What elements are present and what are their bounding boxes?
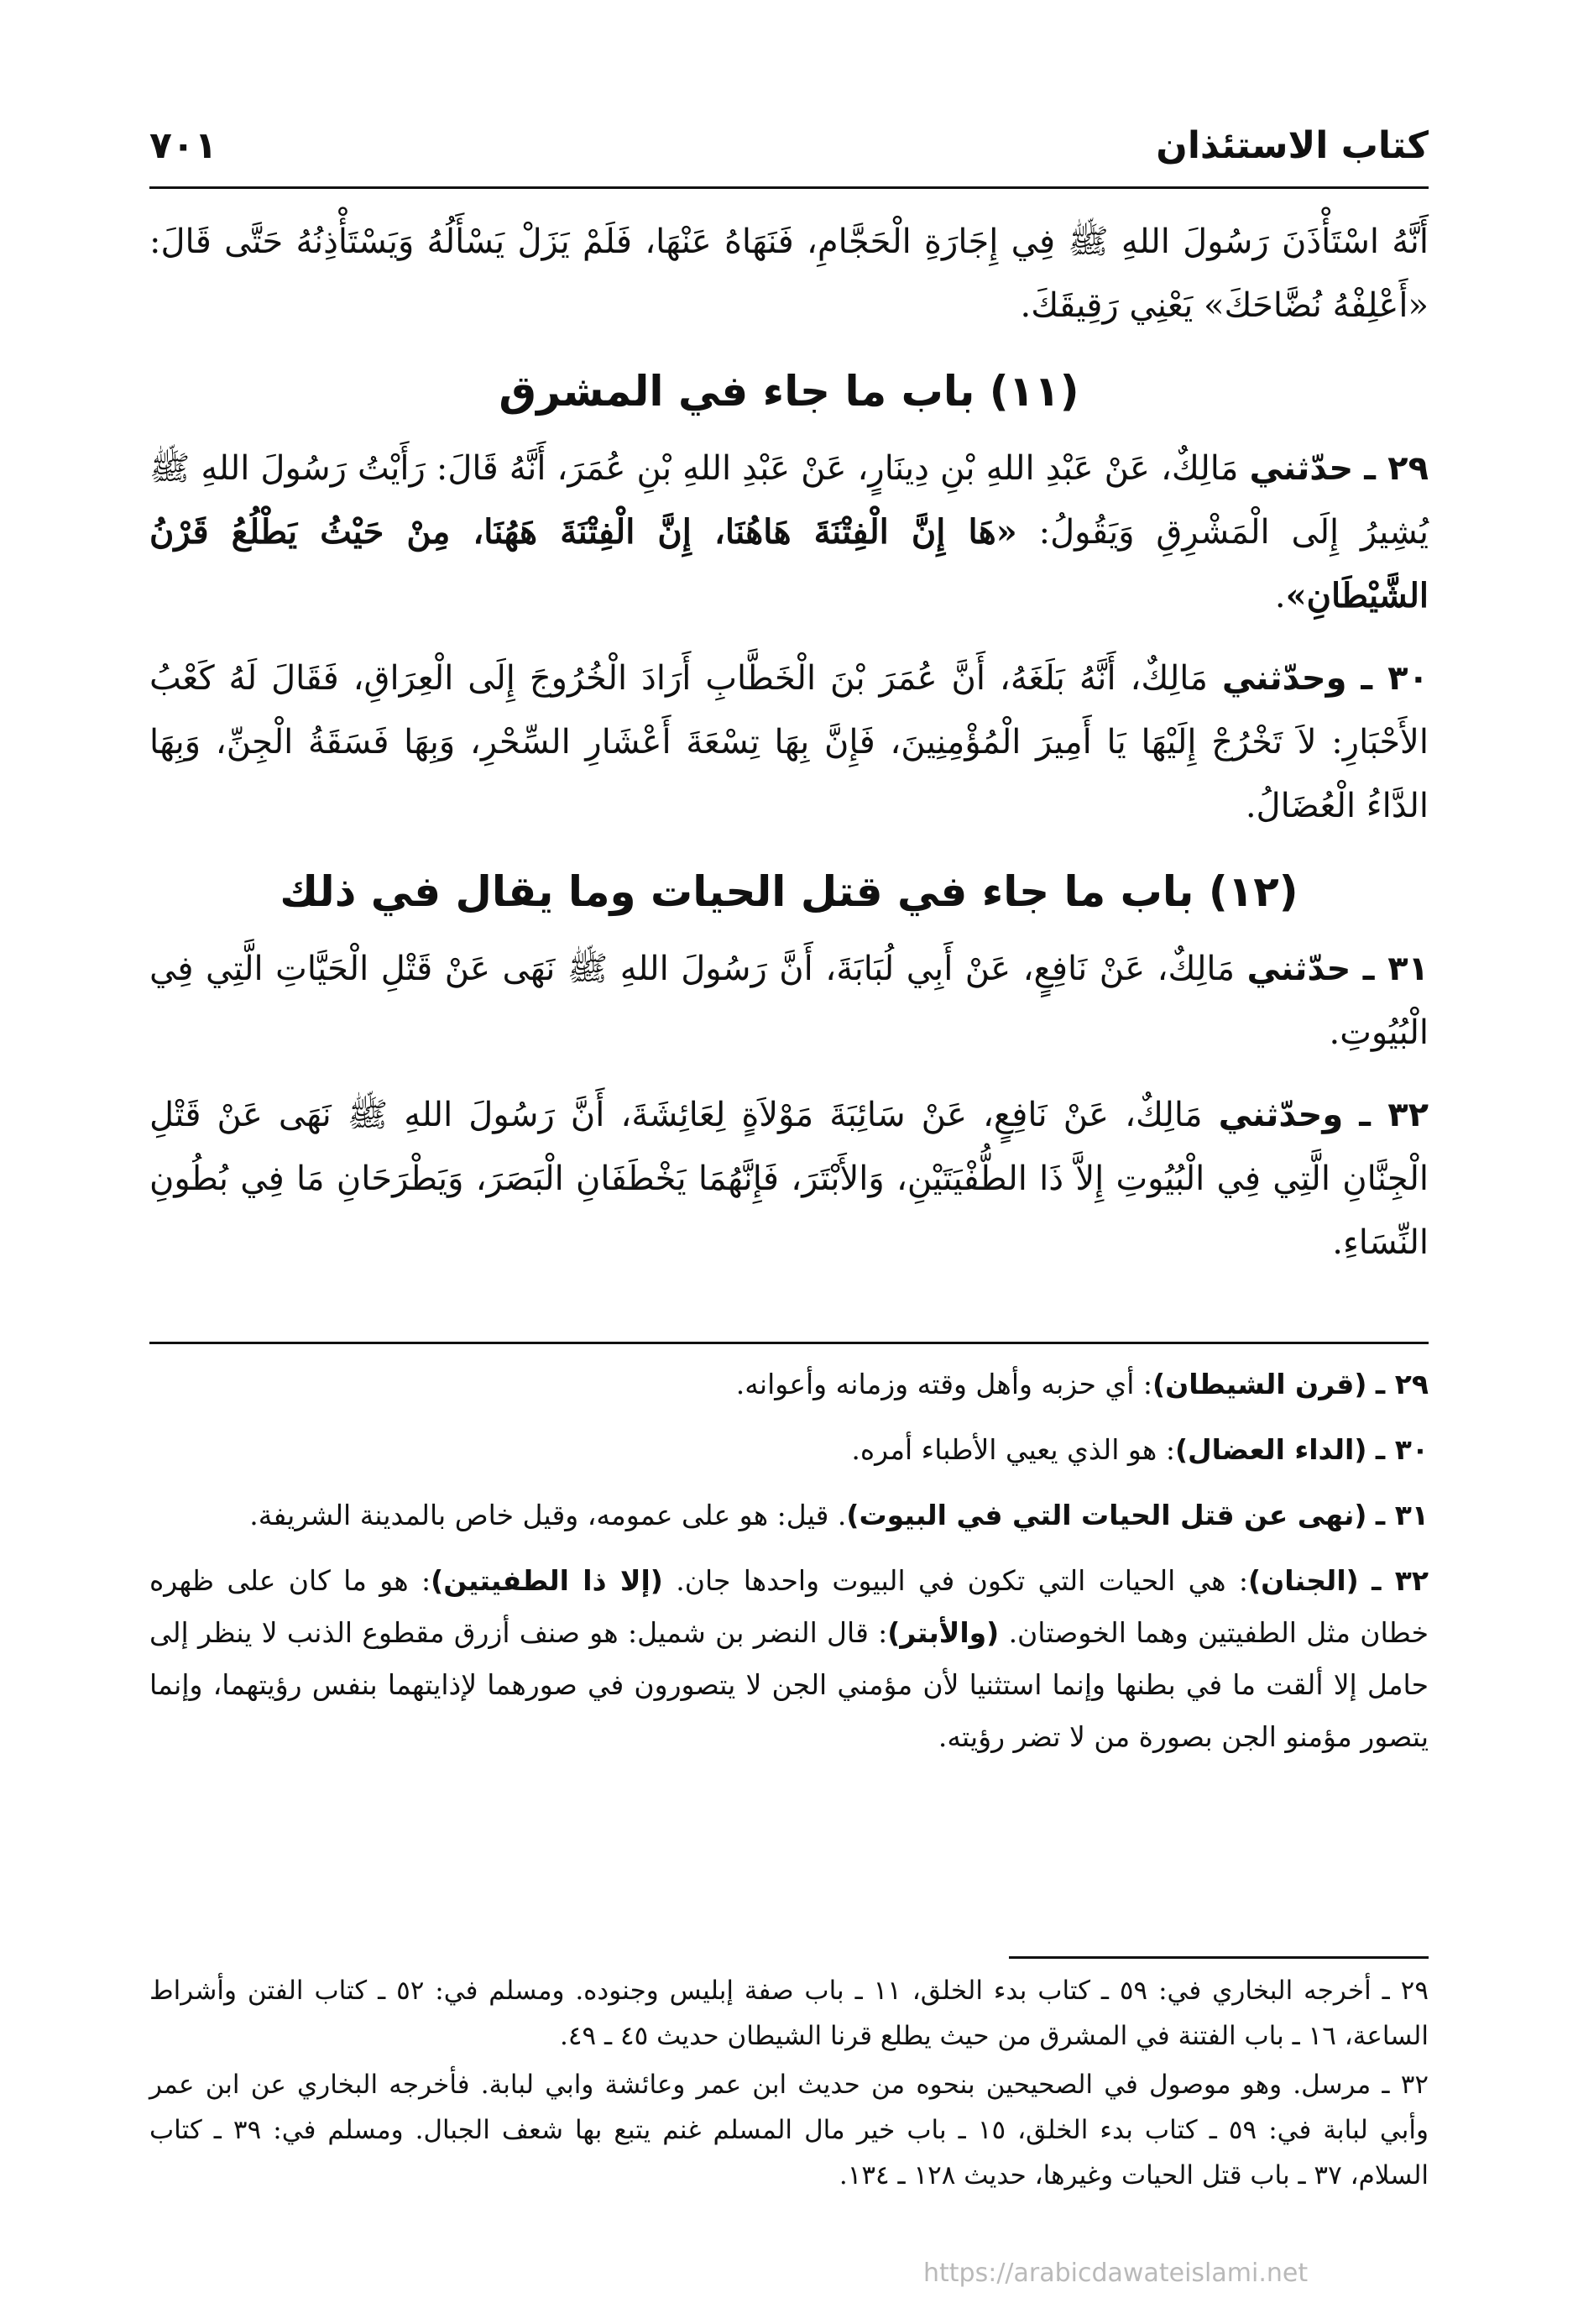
- intro-paragraph: أَنَّهُ اسْتَأْذَنَ رَسُولَ اللهِ ﷺ فِي إِجَارَةِ الْحَجَّامِ، فَنَهَاهُ عَنْهَا، فَلَمْ يَزَلْ يَسْأَلُهُ وَيَسْتَأْذِنُهُ حَتَّى قَالَ: «أَعْلِفْهُ نُضَّاحَكَ» يَعْنِي رَقِيقَكَ.: [149, 222, 1429, 325]
- hadith-text: مَالِكٌ، عَنْ نَافِعٍ، عَنْ أَبِي لُبَابَةَ، أَنَّ رَسُولَ اللهِ ﷺ نَهَى عَنْ قَتْلِ الْحَيَّاتِ الَّتِي فِي الْبُيُوتِ.: [149, 950, 1429, 1052]
- hadith-31: [149, 937, 1429, 1065]
- running-title: كتاب الاستئذان: [1156, 124, 1429, 167]
- hadith-text: مَالِكٌ، عَنْ عَبْدِ اللهِ بْنِ دِينَارٍ، عَنْ عَبْدِ اللهِ بْنِ عُمَرَ، أَنَّهُ قَالَ: رَأَيْتُ رَسُولَ اللهِ ﷺ يُشِيرُ إِلَى الْمَشْرِقِ وَيَقُولُ:: [149, 449, 1429, 552]
- note-text: : هو ما كان على ظهره خطان مثل الطفيتين وهما الخوصتان.: [149, 1564, 1429, 1649]
- note-number: ٣٢ ـ: [1372, 1564, 1429, 1597]
- note-number: ٣١ ـ: [1375, 1499, 1429, 1531]
- hadith-number: ٣٠ ـ: [1361, 659, 1429, 698]
- note-32: [149, 1555, 1429, 1763]
- note-term: (والأبتر): [887, 1616, 1000, 1649]
- note-term: (قرن الشيطان): [1152, 1368, 1367, 1400]
- hadith-32: [149, 1083, 1429, 1275]
- takhrij-32: ٣٢ ـ مرسل. وهو موصول في الصحيحين بنحوه من حديث ابن عمر وعائشة وابي لبابة. فأخرجه البخاري عن ابن عمر وأبي لبابة في: ٥٩ ـ كتاب بدء الخلق، ١٥ ـ باب خير مال المسلم غنم يتبع بها شعف الجبال. ومسلم في: ٣٩ ـ كتاب السلام، ٣٧ ـ باب قتل الحيات وغيرها، حديث ١٢٨ ـ ١٣٤.: [149, 2070, 1429, 2191]
- note-term: (الداء العضال): [1174, 1433, 1367, 1466]
- hadith-quote: «هَا إِنَّ الْفِتْنَةَ هَاهُنَا، إِنَّ الْفِتْنَةَ هَهُنَا، مِنْ حَيْثُ يَطْلُعُ قَرْنُ الشَّيْطَانِ»: [149, 512, 1429, 615]
- watermark-url: https://arabicdawateislami.net: [923, 2259, 1309, 2288]
- takhrij-divider: [1009, 1956, 1429, 1959]
- source-references: [149, 1968, 1429, 2201]
- main-text: [149, 210, 1429, 1293]
- page-number: ٧٠١: [149, 124, 217, 167]
- note-text: : هو الذي يعيي الأطباء أمره.: [851, 1433, 1175, 1466]
- explanatory-notes: [149, 1358, 1429, 1777]
- hadith-lead: حدّثني: [1249, 449, 1354, 488]
- note-number: ٢٩ ـ: [1375, 1368, 1429, 1400]
- note-term: (إلا ذا الطفيتين): [431, 1564, 663, 1597]
- takhrij-29: ٢٩ ـ أخرجه البخاري في: ٥٩ ـ كتاب بدء الخلق، ١١ ـ باب صفة إبليس وجنوده. ومسلم في: ٥٢ ـ كتاب الفتن وأشراط الساعة، ١٦ ـ باب الفتنة في المشرق من حيث يطلع قرنا الشيطان حديث ٤٥ ـ ٤٩.: [149, 1976, 1429, 2051]
- page-header: [149, 124, 1429, 183]
- note-30: [149, 1424, 1429, 1476]
- note-text: : قال النضر بن شميل: هو صنف أزرق مقطوع الذنب لا ينظر إلى حامل إلا ألقت ما في بطنها وإنما استثنيا لأن مؤمني الجن لا يتصورون في صورهما لإذايتهما بنفس رؤيتهما، وإنما يتصور مؤمنو الجن بصورة من لا تضر رؤيته.: [149, 1616, 1429, 1753]
- header-divider: [149, 186, 1429, 189]
- notes-divider: [149, 1342, 1429, 1344]
- hadith-number: ٣٢ ـ: [1359, 1096, 1429, 1134]
- hadith-text: مَالِكٌ، أَنَّهُ بَلَغَهُ، أَنَّ عُمَرَ بْنَ الْخَطَّابِ أَرَادَ الْخُرُوجَ إِلَى الْعِرَاقِ، فَقَالَ لَهُ كَعْبُ الأَحْبَارِ: لاَ تَخْرُجْ إِلَيْهَا يَا أَمِيرَ الْمُؤْمِنِينَ، فَإِنَّ بِهَا تِسْعَةَ أَعْشَارِ السِّحْرِ، وَبِهَا فَسَقَةُ الْجِنِّ، وَبِهَا الدَّاءُ الْعُضَالُ.: [149, 659, 1429, 825]
- hadith-lead: وحدّثني: [1218, 1096, 1344, 1134]
- note-text: . قيل: هو على عمومه، وقيل خاص بالمدينة الشريفة.: [249, 1499, 847, 1531]
- hadith-number: ٢٩ ـ: [1364, 449, 1429, 488]
- hadith-lead: حدّثني: [1246, 950, 1351, 988]
- note-text: : هي الحيات التي تكون في البيوت واحدها جان.: [676, 1564, 1249, 1597]
- hadith-30: [149, 646, 1429, 838]
- hadith-29: [149, 437, 1429, 628]
- hadith-number: ٣١ ـ: [1362, 950, 1429, 988]
- note-term: (نهى عن قتل الحيات التي في البيوت): [846, 1499, 1367, 1531]
- note-text: : أي حزبه وأهل وقته وزمانه وأعوانه.: [735, 1368, 1152, 1400]
- hadith-end: .: [1274, 577, 1286, 615]
- hadith-lead: وحدّثني: [1221, 659, 1347, 698]
- note-31: [149, 1489, 1429, 1541]
- chapter-heading-11: (١١) باب ما جاء في المشرق: [499, 367, 1079, 416]
- chapter-heading-12: (١٢) باب ما جاء في قتل الحيات وما يقال في ذلك: [280, 867, 1298, 916]
- note-number: ٣٠ ـ: [1375, 1433, 1429, 1466]
- note-29: [149, 1358, 1429, 1411]
- note-term: (الجنان): [1248, 1564, 1359, 1597]
- hadith-text: مَالِكٌ، عَنْ نَافِعٍ، عَنْ سَائِبَةَ مَوْلاَةٍ لِعَائِشَةَ، أَنَّ رَسُولَ اللهِ ﷺ نَهَى عَنْ قَتْلِ الْجِنَّانِ الَّتِي فِي الْبُيُوتِ إِلاَّ ذَا الطُّفْيَتَيْنِ، وَالأَبْتَرَ، فَإِنَّهُمَا يَخْطَفَانِ الْبَصَرَ، وَيَطْرَحَانِ مَا فِي بُطُونِ النِّسَاءِ.: [149, 1096, 1429, 1262]
